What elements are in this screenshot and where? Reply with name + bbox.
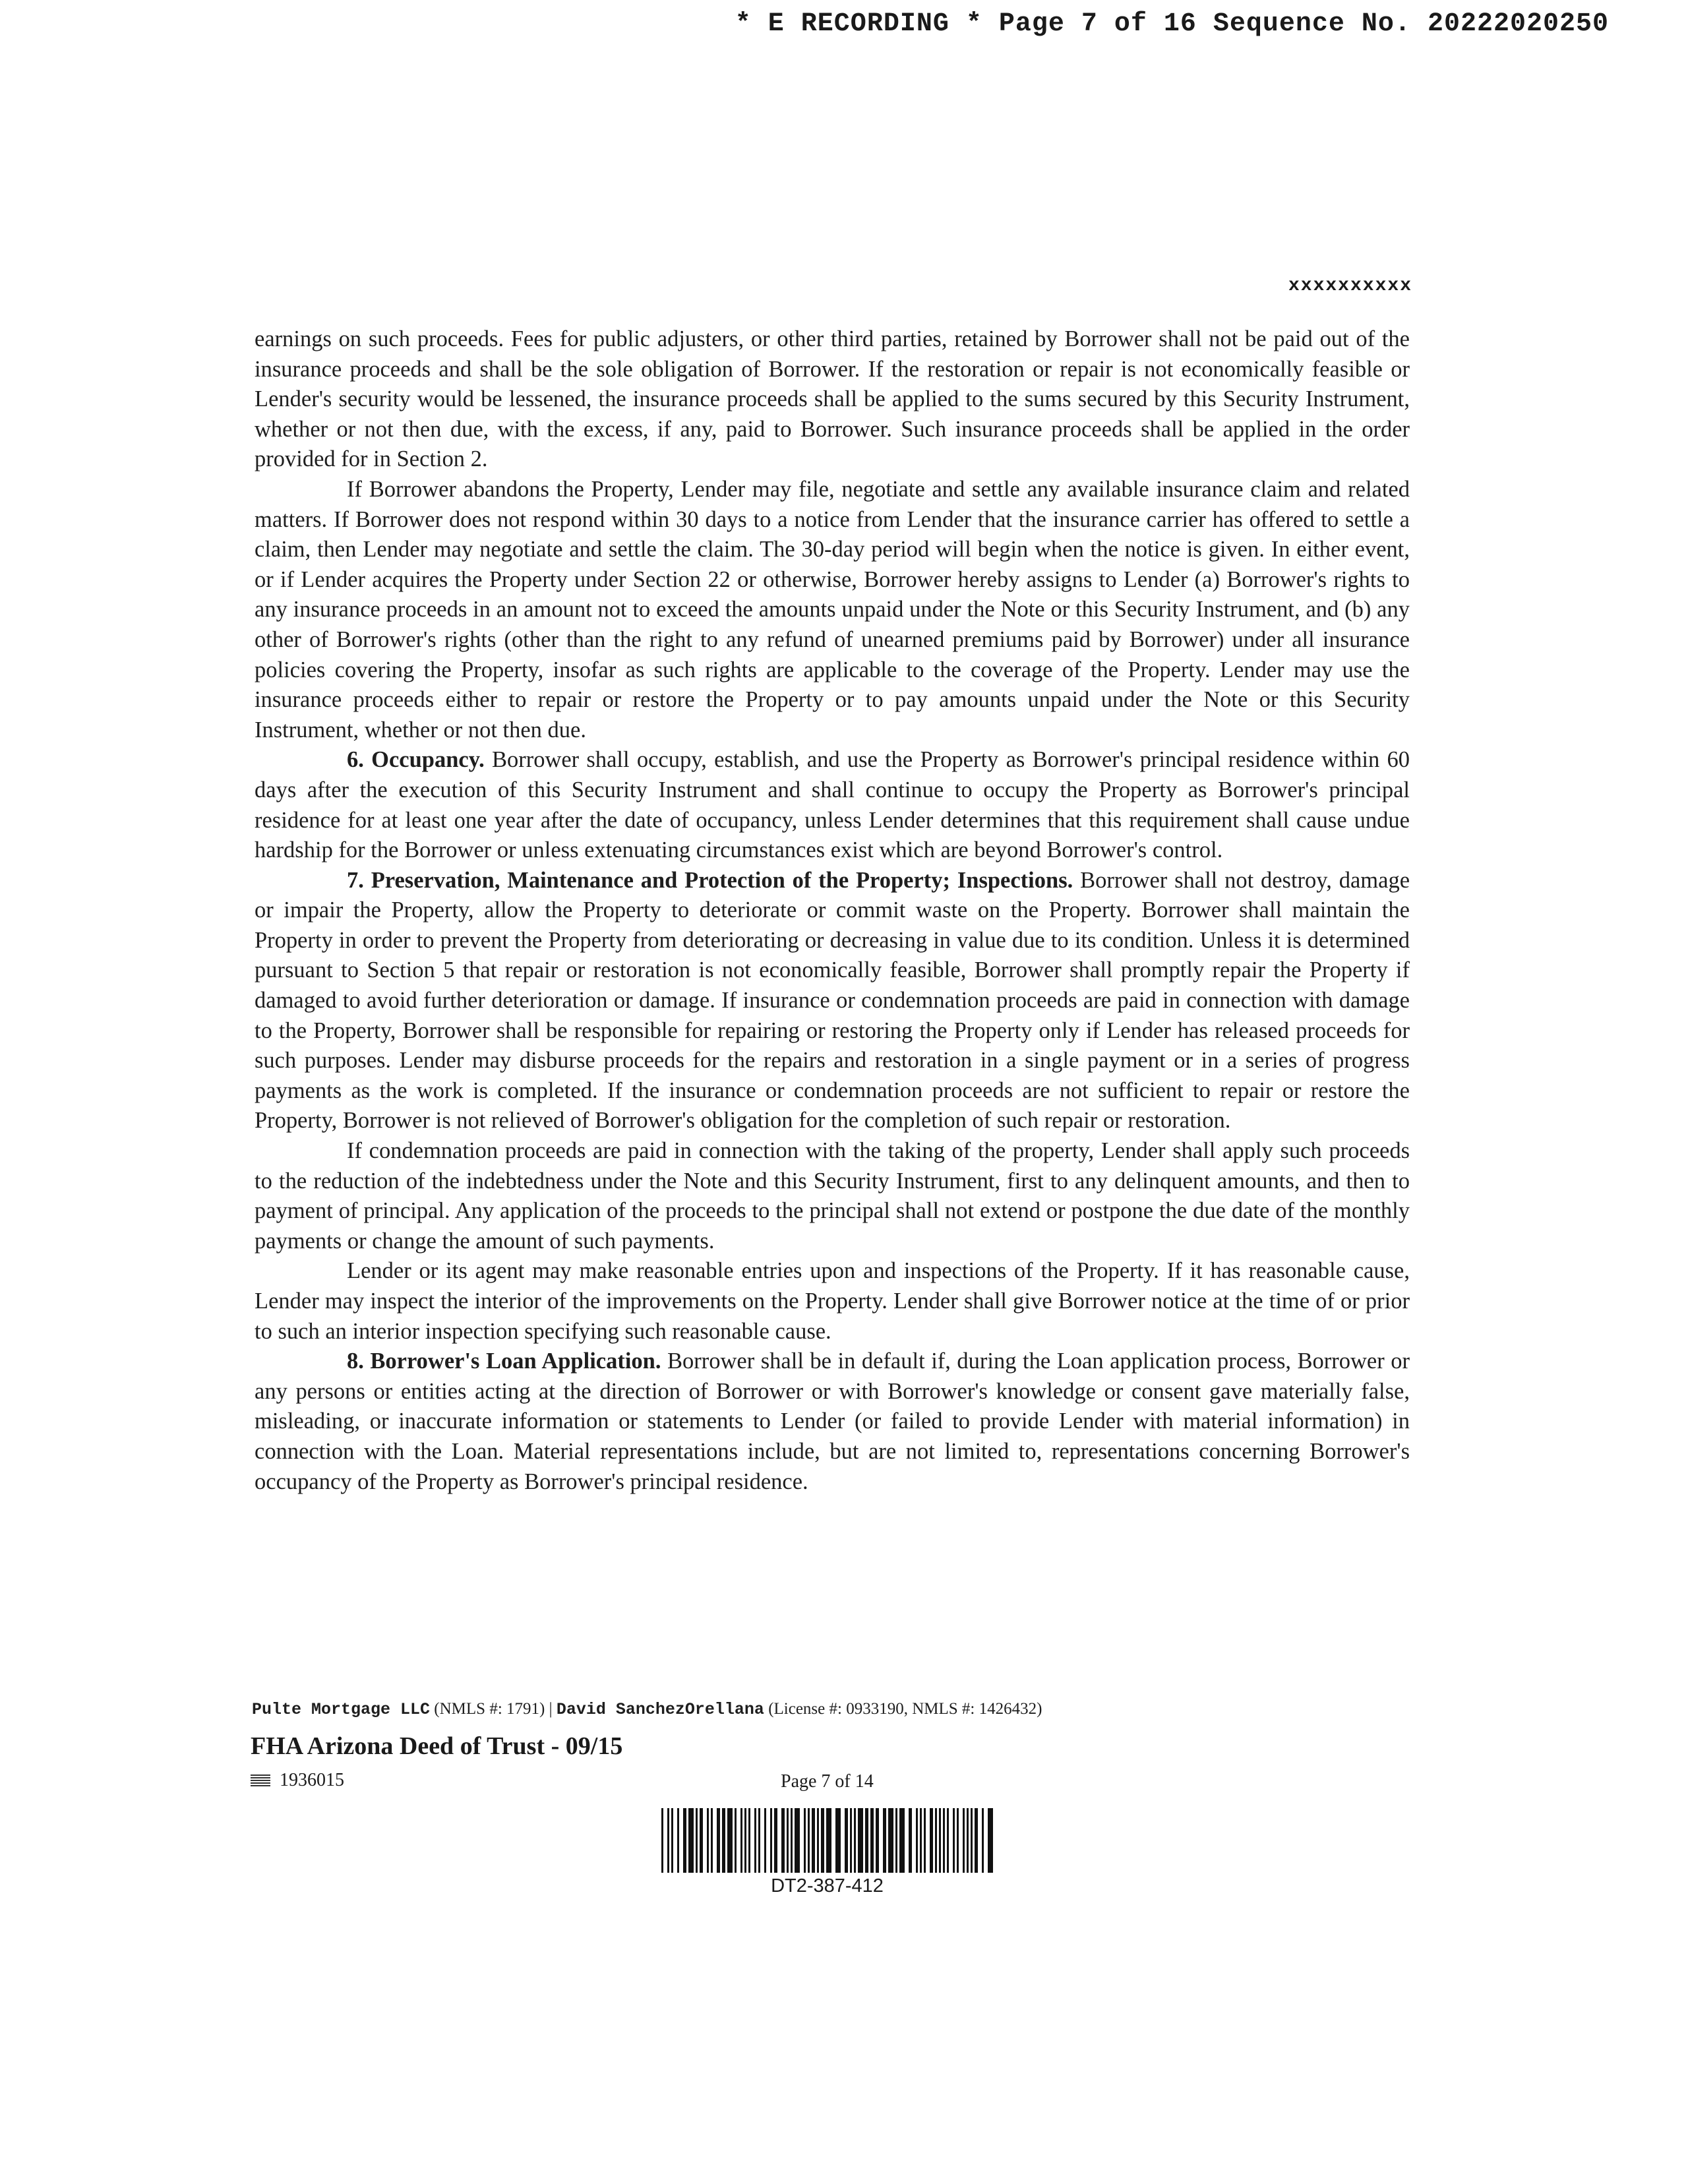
barcode xyxy=(661,1808,993,1897)
barcode-bar xyxy=(808,1808,810,1873)
barcode-bar xyxy=(770,1808,772,1873)
barcode-bar xyxy=(957,1808,959,1873)
barcode-bar xyxy=(774,1808,777,1873)
document-body xyxy=(255,324,1410,1497)
barcode-bar xyxy=(883,1808,886,1873)
barcode-bar xyxy=(899,1808,905,1873)
barcode-bar xyxy=(971,1808,973,1873)
barcode-bar xyxy=(826,1808,831,1873)
section-8-text: Borrower shall be in default if, during the Loan application process, Borrower or any persons or entities acting at the direction of Borrower or with Borrower's knowledge or consent gave materially false, misleading, or inaccurate information or statements to Lender (or failed to provide Lender with material information) in connection with the Loan. Material representations include, but are not limited to, representations concerning Borrower's occupancy of the Property as Borrower's principal residence. xyxy=(255,1349,1410,1494)
form-number-block xyxy=(251,1770,344,1791)
barcode-bar xyxy=(671,1808,673,1873)
barcode-bar xyxy=(916,1808,918,1873)
barcode-bar xyxy=(688,1808,694,1873)
barcode-bar xyxy=(850,1808,852,1873)
barcode-bar xyxy=(758,1808,760,1873)
barcode-bar xyxy=(727,1808,733,1873)
form-number: 1936015 xyxy=(280,1770,344,1790)
recording-header: * E RECORDING * Page 7 of 16 Sequence No. 20222020250 xyxy=(735,9,1609,39)
barcode-bar xyxy=(930,1808,933,1873)
barcode-bar xyxy=(939,1808,941,1873)
section-6-text: Borrower shall occupy, establish, and use the Property as Borrower's principal residence within 60 days after the execution of this Security Instrument and shall continue to occupy the Property as Borrower's principal residence for at least one year after the date of occupancy, unless Lender determines that this requirement shall cause undue hardship for the Borrower or unless extenuating circumstances exist which are beyond Borrower's control. xyxy=(255,747,1410,863)
barcode-bar xyxy=(888,1808,893,1873)
document-id: xxxxxxxxxx xyxy=(1288,276,1412,296)
barcode-bar xyxy=(754,1808,756,1873)
barcode-bar xyxy=(817,1808,819,1873)
barcode-bar xyxy=(854,1808,856,1873)
lender-originator-line xyxy=(252,1700,1412,1719)
barcode-bar xyxy=(920,1808,922,1873)
barcode-bar xyxy=(683,1808,686,1873)
barcode-bar xyxy=(812,1808,815,1873)
barcode-bar xyxy=(740,1808,742,1873)
barcode-bar xyxy=(696,1808,698,1873)
barcode-bar xyxy=(791,1808,793,1873)
section-8-loan-application xyxy=(255,1347,1410,1497)
originator-name: David SanchezOrellana xyxy=(556,1700,764,1719)
barcode-bar xyxy=(858,1808,863,1873)
section-7-text: Borrower shall not destroy, damage or impair the Property, allow the Property to deteriorate or commit waste on the Property. Borrower shall maintain the Property in order to prevent the Property from deteriorating or decreasing in value due to its condition. Unless it is determined pursuant to Section 5 that repair or restoration is not economically feasible, Borrower shall promptly repair the Property if damaged to avoid further deterioration or damage. If insurance or condemnation proceeds are paid in connection with damage to the Property, Borrower shall be responsible for repairing or restoring the Property only if Lender has released proceeds for such purposes. Lender may disburse proceeds for the repairs and restoration in a single payment or in a series of progress payments as the work is completed. If the insurance or condemnation proceeds are not sufficient to repair or restore the Property, Borrower is not relieved of Borrower's obligation for the completion of such repair or restoration. xyxy=(255,867,1410,1134)
barcode-bar xyxy=(700,1808,703,1873)
form-title: FHA Arizona Deed of Trust - 09/15 xyxy=(251,1732,623,1760)
barcode-bar xyxy=(795,1808,800,1873)
barcode-bar xyxy=(865,1808,868,1873)
barcode-bar xyxy=(748,1808,750,1873)
barcode-bar xyxy=(935,1808,937,1873)
form-vendor-logo-icon xyxy=(251,1774,270,1786)
footer-separator: | xyxy=(549,1700,553,1718)
barcode-bar xyxy=(735,1808,737,1873)
barcode-bar xyxy=(943,1808,945,1873)
barcode-bar xyxy=(744,1808,746,1873)
paragraph-inspection: Lender or its agent may make reasonable entries upon and inspections of the Property. If it has reasonable cause, Lender may inspect the interior of the improvements on the Property. Lender shall give Borrower notice at the time of or prior to such an interior inspection specifying such reasonable cause. xyxy=(255,1258,1410,1344)
barcode-bar xyxy=(661,1808,663,1873)
section-8-heading: 8. Borrower's Loan Application. xyxy=(347,1349,661,1374)
barcode-bar xyxy=(711,1808,713,1873)
barcode-bars-icon xyxy=(661,1808,993,1873)
barcode-bar xyxy=(804,1808,806,1873)
barcode-bar xyxy=(963,1808,965,1873)
page-number: Page 7 of 14 xyxy=(781,1771,874,1792)
barcode-bar xyxy=(870,1808,874,1873)
barcode-bar xyxy=(835,1808,841,1873)
barcode-bar xyxy=(953,1808,955,1873)
barcode-bar xyxy=(895,1808,897,1873)
barcode-bar xyxy=(717,1808,720,1873)
barcode-bar xyxy=(967,1808,969,1873)
barcode-bar xyxy=(975,1808,978,1873)
section-7-preservation xyxy=(255,866,1410,1136)
barcode-bar xyxy=(764,1808,766,1873)
lender-name: Pulte Mortgage LLC xyxy=(252,1700,431,1719)
barcode-bar xyxy=(781,1808,785,1873)
barcode-bar xyxy=(787,1808,789,1873)
barcode-bar xyxy=(988,1808,993,1873)
barcode-bar xyxy=(876,1808,879,1873)
barcode-bar xyxy=(947,1808,949,1873)
section-6-occupancy xyxy=(255,745,1410,865)
barcode-text: DT2-387-412 xyxy=(771,1875,884,1896)
barcode-bar xyxy=(845,1808,848,1873)
lender-nmls: (NMLS #: 1791) xyxy=(434,1700,545,1718)
barcode-bar xyxy=(909,1808,912,1873)
paragraph-condemnation: If condemnation proceeds are paid in connection with the taking of the property, Lender shall apply such proceeds to the reduction of the indebtedness under the Note and this Security Instrument, first to any delinquent amounts, and then to payment of principal. Any application of the proceeds to the principal shall not extend or postpone the due date of the monthly payments or change the amount of such payments. xyxy=(255,1138,1410,1254)
section-6-heading: 6. Occupancy. xyxy=(347,747,485,773)
barcode-bar xyxy=(821,1808,824,1873)
barcode-bar xyxy=(924,1808,926,1873)
originator-license: (License #: 0933190, NMLS #: 1426432) xyxy=(768,1700,1042,1718)
barcode-bar xyxy=(982,1808,984,1873)
barcode-bar xyxy=(722,1808,725,1873)
barcode-bar xyxy=(677,1808,679,1873)
paragraph-abandonment: If Borrower abandons the Property, Lender may file, negotiate and settle any available insurance claim and related matters. If Borrower does not respond within 30 days to a notice from Lender that the insurance carrier has offered to settle a claim, then Lender may negotiate and settle the claim. The 30-day period will begin when the notice is given. In either event, or if Lender acquires the Property under Section 22 or otherwise, Borrower hereby assigns to Lender (a) Borrower's rights to any insurance proceeds in an amount not to exceed the amounts unpaid under the Note or this Security Instrument, and (b) any other of Borrower's rights (other than the right to any refund of unearned premiums paid by Borrower) under all insurance policies covering the Property, insofar as such rights are applicable to the coverage of the Property. Lender may use the insurance proceeds either to repair or restore the Property or to pay amounts unpaid under the Note or this Security Instrument, whether or not then due. xyxy=(255,476,1410,743)
paragraph-insurance-proceeds: earnings on such proceeds. Fees for public adjusters, or other third parties, retained by Borrower shall not be paid out of the insurance proceeds and shall be the sole obligation of Borrower. If the restoration or repair is not economically feasible or Lender's security would be lessened, the insurance proceeds shall be applied to the sums secured by this Security Instrument, whether or not then due, with the excess, if any, paid to Borrower. Such insurance proceeds shall be applied in the order provided for in Section 2. xyxy=(255,326,1410,472)
barcode-bar xyxy=(667,1808,669,1873)
section-7-heading: 7. Preservation, Maintenance and Protection of the Property; Inspections. xyxy=(347,867,1073,893)
barcode-bar xyxy=(707,1808,709,1873)
